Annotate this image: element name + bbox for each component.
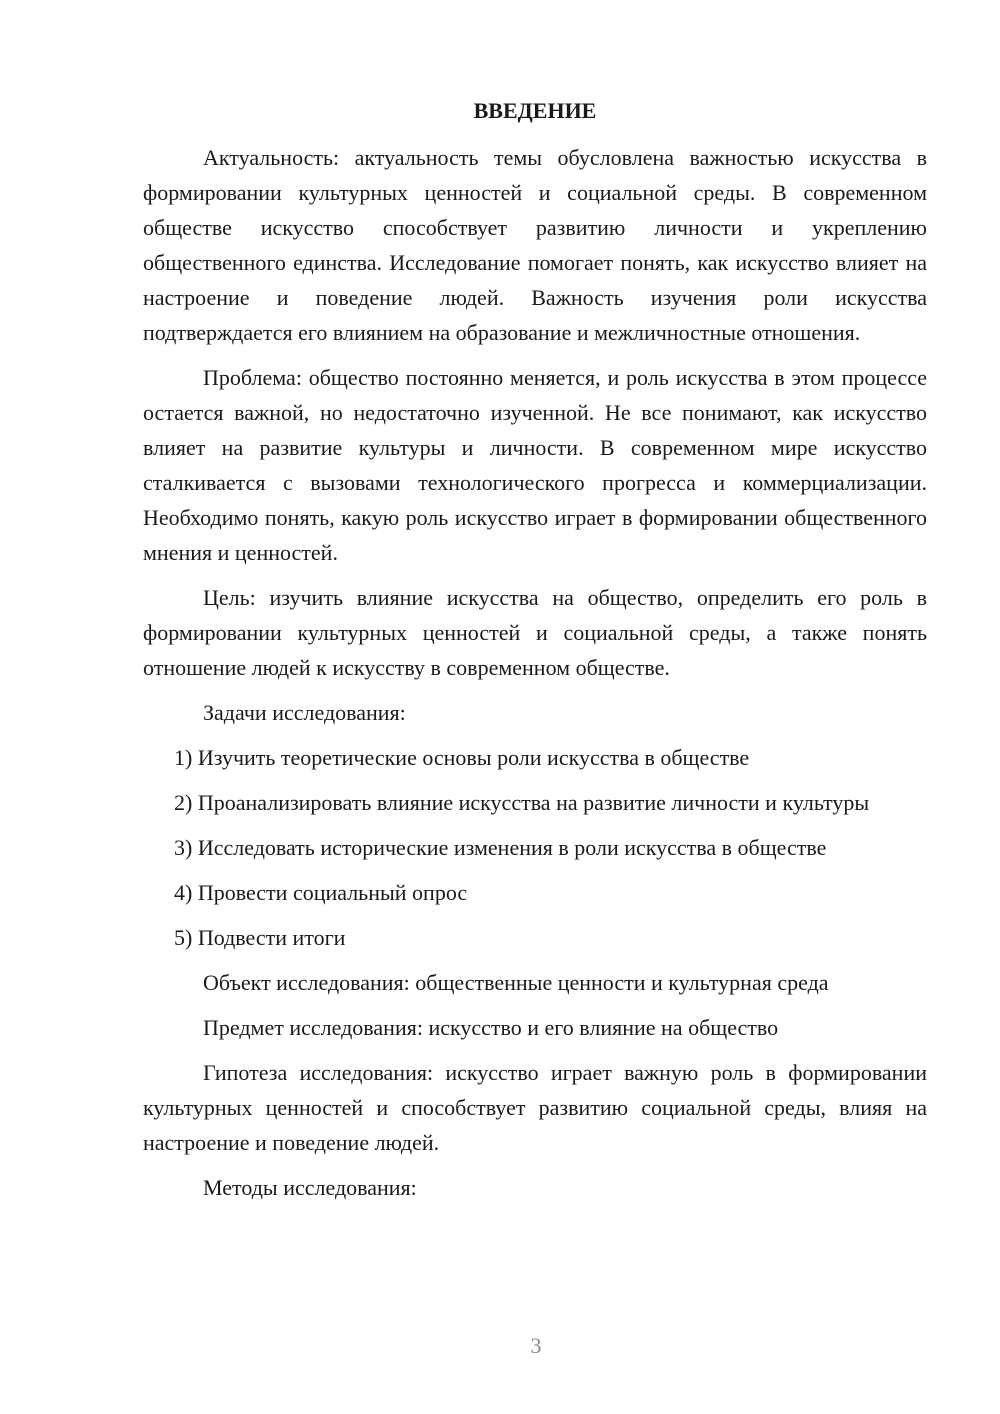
tasks-heading: Задачи исследования: (203, 700, 406, 725)
paragraph-methods: Методы исследования: (203, 1175, 417, 1200)
list-item: 3) Исследовать исторические изменения в роли искусства в обществе (174, 835, 827, 860)
paragraph-hypothesis: Гипотеза исследования: искусство играет важную роль в формировании культурных ценностей и способствует развитию социальной среды, влияя на настроение и поведение людей. (143, 1060, 927, 1155)
document-body (143, 93, 927, 1215)
list-item: 4) Провести социальный опрос (174, 880, 468, 905)
section-title: ВВЕДЕНИЕ (473, 98, 597, 123)
paragraph-problem: Проблема: общество постоянно меняется, и роль искусства в этом процессе остается важной, но недостаточно изученной. Не все понимают, как искусство влияет на развитие культуры и личности. В современном мире искусство сталкивается с вызовами технологического прогресса и коммерциализации. Необходимо понять, какую роль искусство играет в формировании общественного мнения и ценностей. (143, 365, 927, 565)
list-item: 2) Проанализировать влияние искусства на развитие личности и культуры (174, 790, 870, 815)
paragraph-object: Объект исследования: общественные ценности и культурная среда (203, 970, 829, 995)
list-item: 5) Подвести итоги (174, 925, 346, 950)
list-item: 1) Изучить теоретические основы роли искусства в обществе (174, 745, 750, 770)
paragraph-subject: Предмет исследования: искусство и его влияние на общество (203, 1015, 779, 1040)
paragraph-relevance: Актуальность: актуальность темы обусловлена важностью искусства в формировании культурных ценностей и социальной среды. В современном обществе искусство способствует развитию личности и укреплению общественного единства. Исследование помогает понять, как искусство влияет на настроение и поведение людей. Важность изучения роли искусства подтверждается его влиянием на образование и межличностные отношения. (143, 145, 927, 345)
tasks-list (143, 740, 927, 955)
paragraph-goal: Цель: изучить влияние искусства на общество, определить его роль в формировании культурных ценностей и социальной среды, а также понять отношение людей к искусству в современном обществе. (143, 585, 927, 680)
page-number: 3 (530, 1333, 542, 1358)
